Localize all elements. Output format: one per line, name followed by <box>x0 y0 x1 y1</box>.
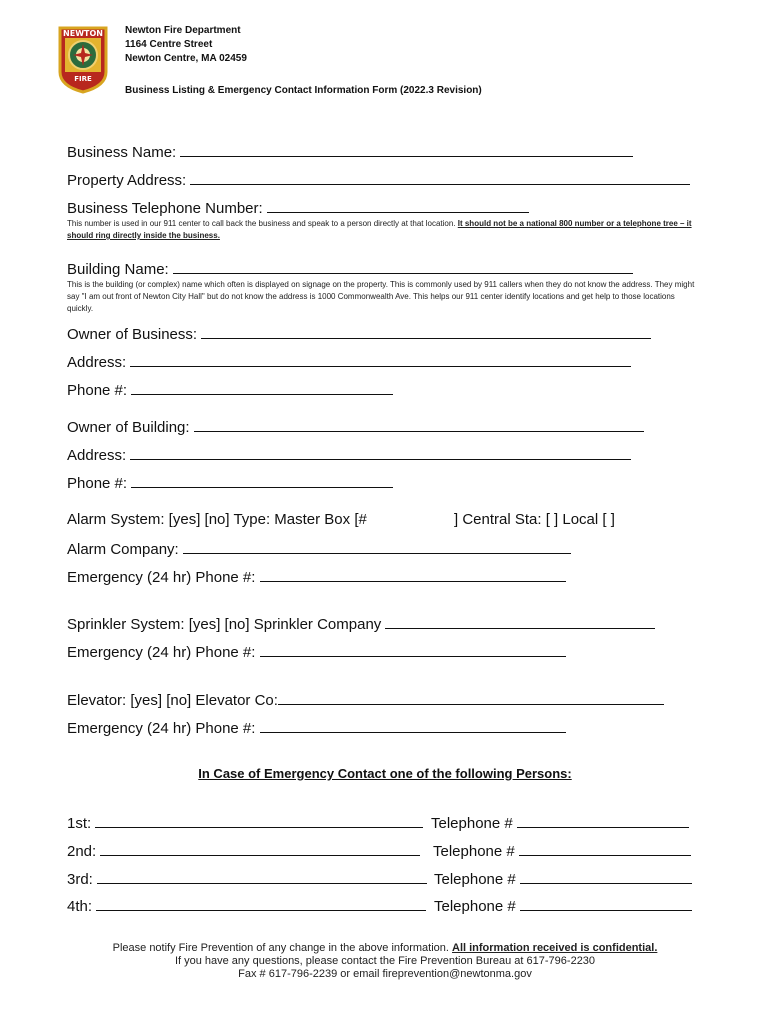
contact-4-telephone-line[interactable] <box>520 896 692 911</box>
building-name-field[interactable] <box>67 259 633 279</box>
contact-2-name-line[interactable] <box>100 841 420 856</box>
contact-row-1[interactable] <box>67 813 423 833</box>
contact-3-name-line[interactable] <box>97 869 427 884</box>
form-title: Business Listing & Emergency Contact Information Form (2022.3 Revision) <box>125 85 482 96</box>
contact-2-telephone-line[interactable] <box>519 841 691 856</box>
contact-3-label: 3rd: <box>67 871 93 888</box>
alarm-company-field[interactable] <box>67 539 571 559</box>
contact-row-3[interactable] <box>67 869 427 889</box>
contact-4-label: 4th: <box>67 898 93 915</box>
owner-business-phone-line[interactable] <box>131 380 393 395</box>
owner-building-field[interactable] <box>67 417 644 437</box>
elevator-emergency-phone-label: Emergency (24 hr) Phone #: <box>67 720 256 737</box>
contact-1-label: 1st: <box>67 815 92 832</box>
owner-business-address-field[interactable] <box>67 352 631 372</box>
sprinkler-emergency-phone-field[interactable] <box>67 642 566 662</box>
logo-top-text: NEWTON <box>63 29 103 38</box>
business-telephone-label: Business Telephone Number: <box>67 200 263 217</box>
owner-business-address-line[interactable] <box>130 352 631 367</box>
contact-row-2[interactable] <box>67 841 420 861</box>
owner-business-phone-field[interactable] <box>67 380 393 400</box>
business-name-line[interactable] <box>180 142 633 157</box>
owner-building-phone-field[interactable] <box>67 473 393 493</box>
alarm-central-local-options[interactable]: ] Central Sta: [ ] Local [ ] <box>454 511 615 528</box>
alarm-system-options[interactable]: Alarm System: [yes] [no] Type: Master Box [# <box>67 511 367 528</box>
newton-fire-logo <box>56 24 110 94</box>
elevator-emergency-phone-line[interactable] <box>260 718 566 733</box>
elevator-label: Elevator: [yes] [no] Elevator Co: <box>67 692 278 709</box>
owner-business-phone-label: Phone #: <box>67 382 128 399</box>
sprinkler-emergency-phone-line[interactable] <box>260 642 566 657</box>
telephone-note-text: This number is used in our 911 center to call back the business and speak to a person directly at that location. <box>67 219 456 228</box>
contact-1-name-line[interactable] <box>95 813 423 828</box>
contact-4-telephone-label: Telephone # <box>434 898 516 915</box>
contact-2-label: 2nd: <box>67 843 97 860</box>
owner-business-line[interactable] <box>201 324 651 339</box>
business-telephone-line[interactable] <box>267 198 529 213</box>
department-name: Newton Fire Department <box>125 25 241 36</box>
department-city: Newton Centre, MA 02459 <box>125 53 247 64</box>
owner-business-label: Owner of Business: <box>67 326 198 343</box>
owner-business-address-label: Address: <box>67 354 127 371</box>
property-address-line[interactable] <box>190 170 690 185</box>
emergency-contacts-title: In Case of Emergency Contact one of the following Persons: <box>198 766 572 781</box>
elevator-emergency-phone-field[interactable] <box>67 718 566 738</box>
elevator-company-line[interactable] <box>278 690 664 705</box>
owner-building-line[interactable] <box>194 417 644 432</box>
elevator-field[interactable] <box>67 690 664 710</box>
alarm-company-label: Alarm Company: <box>67 541 179 558</box>
telephone-note <box>67 218 702 242</box>
sprinkler-company-line[interactable] <box>385 614 655 629</box>
sprinkler-system-label: Sprinkler System: [yes] [no] Sprinkler Company <box>67 616 382 633</box>
property-address-field[interactable] <box>67 170 690 190</box>
contact-1-telephone[interactable] <box>431 813 689 833</box>
footer-notice: Please notify Fire Prevention of any change in the above information. <box>112 942 449 954</box>
department-street: 1164 Centre Street <box>125 39 213 50</box>
sprinkler-emergency-phone-label: Emergency (24 hr) Phone #: <box>67 644 256 661</box>
footer-line-2: If you have any questions, please contact the Fire Prevention Bureau at 617-796-2230 <box>174 955 596 967</box>
business-telephone-field[interactable] <box>67 198 529 218</box>
building-note: This is the building (or complex) name which often is displayed on signage on the property. This is commonly used by 911 callers when they do not know the address. They might say "I am out front of Newton City Hall" but do not know the address is 1000 Commonwealth Ave. This helps our 911 center identify locations and get help to those locations quickly. <box>67 280 695 313</box>
owner-business-field[interactable] <box>67 324 651 344</box>
contact-3-telephone-line[interactable] <box>520 869 692 884</box>
alarm-company-line[interactable] <box>183 539 571 554</box>
building-name-line[interactable] <box>173 259 633 274</box>
business-name-field[interactable] <box>67 142 633 162</box>
contact-3-telephone[interactable] <box>434 869 692 889</box>
owner-building-address-label: Address: <box>67 447 127 464</box>
telephone-note-bold: It should not be a national 800 number or a telephone tree – it should ring directly inside the business. <box>67 219 692 240</box>
footer-confidential: All information received is confidential. <box>452 942 658 954</box>
contact-3-telephone-label: Telephone # <box>434 871 516 888</box>
alarm-emergency-phone-line[interactable] <box>260 567 566 582</box>
owner-building-label: Owner of Building: <box>67 419 190 436</box>
contact-4-name-line[interactable] <box>96 896 426 911</box>
owner-building-phone-label: Phone #: <box>67 475 128 492</box>
footer-line-3: Fax # 617-796-2239 or email fireprevention@newtonma.gov <box>238 968 532 980</box>
owner-building-address-field[interactable] <box>67 445 631 465</box>
contact-1-telephone-line[interactable] <box>517 813 689 828</box>
contact-1-telephone-label: Telephone # <box>431 815 513 832</box>
logo-bottom-text: FIRE <box>74 75 92 83</box>
sprinkler-system-field[interactable] <box>67 614 655 634</box>
alarm-emergency-phone-label: Emergency (24 hr) Phone #: <box>67 569 256 586</box>
contact-4-telephone[interactable] <box>434 896 692 916</box>
contact-2-telephone[interactable] <box>433 841 691 861</box>
contact-2-telephone-label: Telephone # <box>433 843 515 860</box>
contact-row-4[interactable] <box>67 896 426 916</box>
alarm-emergency-phone-field[interactable] <box>67 567 566 587</box>
business-name-label: Business Name: <box>67 144 177 161</box>
footer-line-1 <box>0 942 770 955</box>
building-name-label: Building Name: <box>67 261 169 278</box>
owner-building-phone-line[interactable] <box>131 473 393 488</box>
property-address-label: Property Address: <box>67 172 187 189</box>
owner-building-address-line[interactable] <box>130 445 631 460</box>
